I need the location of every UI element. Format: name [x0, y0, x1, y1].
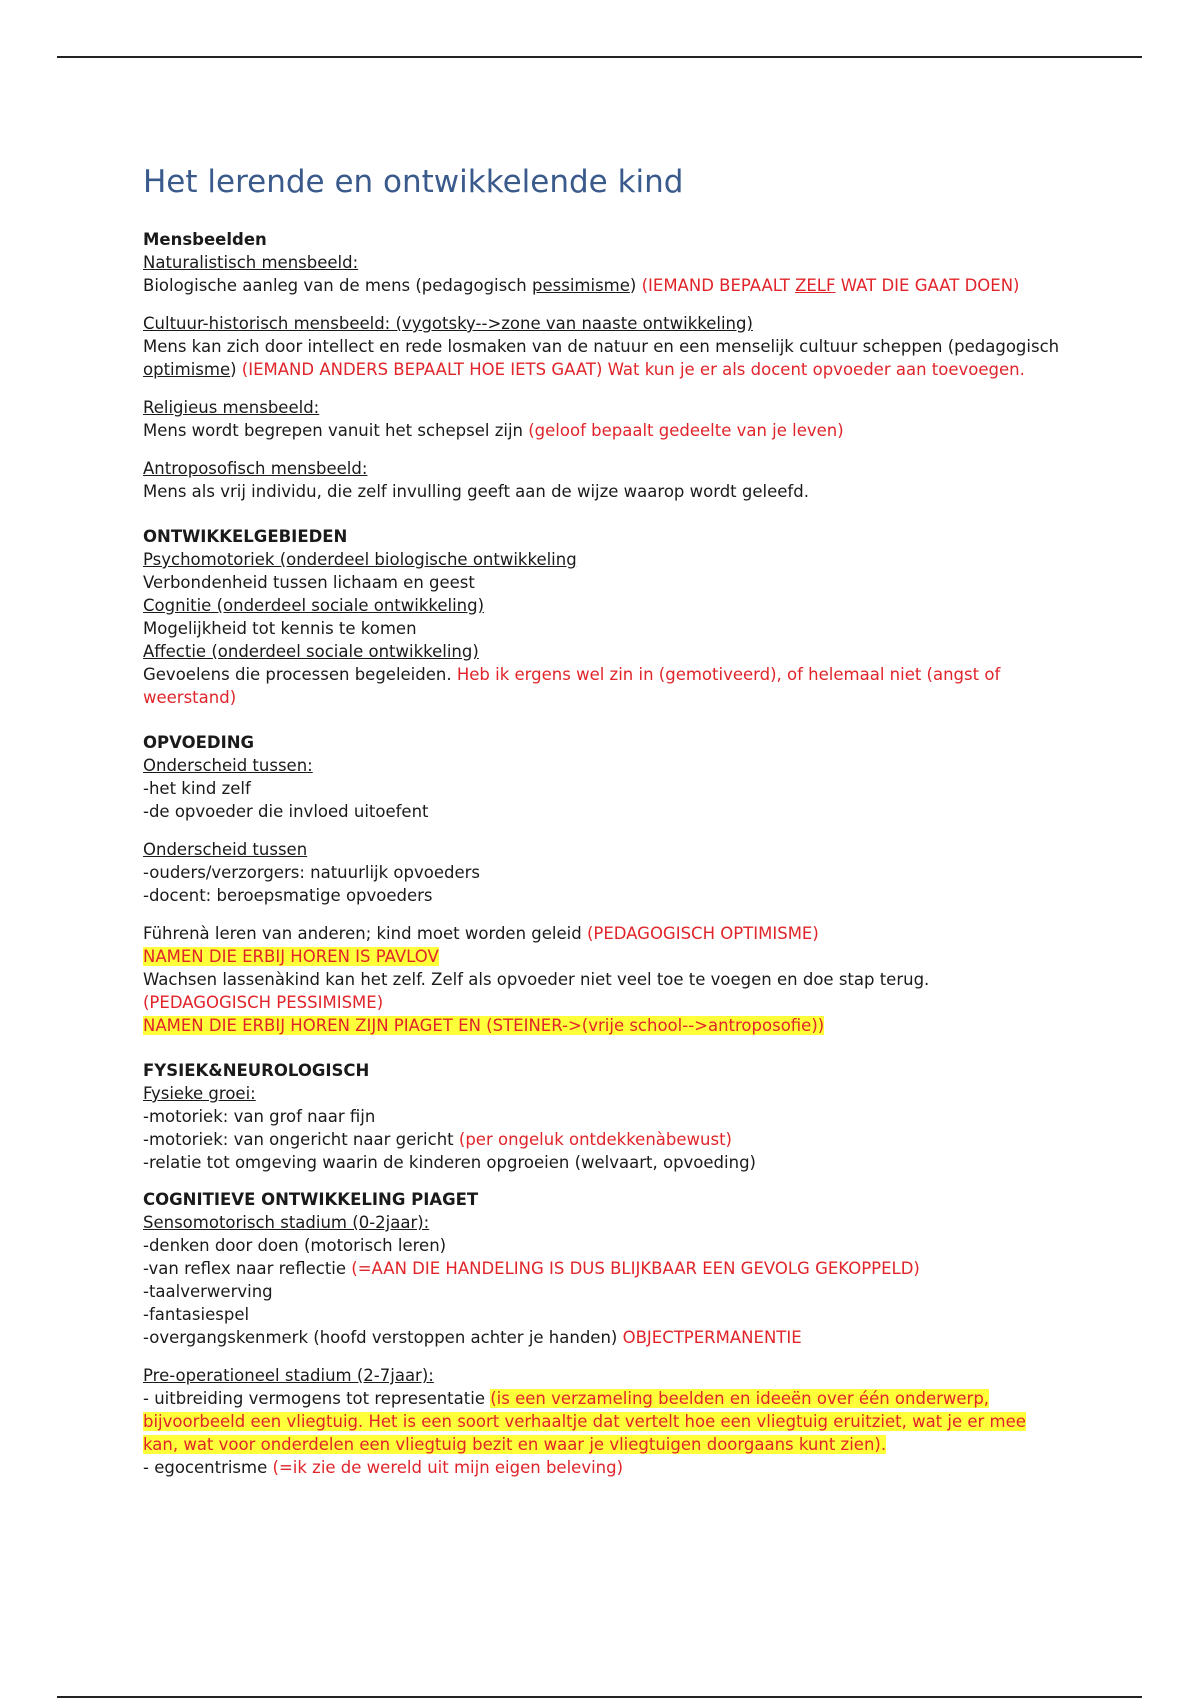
- list-item: -de opvoeder die invloed uitoefent: [143, 802, 429, 821]
- cultuur-text: Mens kan zich door intellect en rede losmaken van de natuur en een menselijk cultuur scheppen (pedagogisch optimisme) (IEMAND ANDERS BEPAALT HOE IETS GAAT) Wat kun je er als docent opvoeder aan toevoegen.: [143, 337, 1060, 379]
- list-item: -docent: beroepsmatige opvoeders: [143, 886, 433, 905]
- fuhren-text: Führenà leren van anderen; kind moet worden geleid (PEDAGOGISCH OPTIMISME): [143, 924, 819, 943]
- list-item: - uitbreiding vermogens tot representatie (is een verzameling beelden en ideeën over één onderwerp, bijvoorbeeld een vliegtuig. Het is een soort verhaaltje dat vertelt hoe een vliegtuig eruitziet, wat je er mee kan, wat voor onderdelen een vliegtuig bezit en waar je vliegtuigen doorgaans kunt zien).: [143, 1389, 1026, 1454]
- psychomotoriek-label: Psychomotoriek (onderdeel biologische ontwikkeling: [143, 550, 577, 569]
- wachsen-text: Wachsen lassenàkind kan het zelf. Zelf als opvoeder niet veel toe te voegen en doe stap terug.: [143, 970, 930, 989]
- fuhren-highlight: NAMEN DIE ERBIJ HOREN IS PAVLOV: [143, 947, 439, 966]
- religieus-label: Religieus mensbeeld:: [143, 398, 320, 417]
- list-item: -taalverwerving: [143, 1282, 273, 1301]
- bottom-rule: [57, 1696, 1142, 1698]
- list-item: -ouders/verzorgers: natuurlijk opvoeders: [143, 863, 481, 882]
- naturalistisch-text: Biologische aanleg van de mens (pedagogisch pessimisme) (IEMAND BEPAALT ZELF WAT DIE GAAT DOEN): [143, 276, 1020, 295]
- religieus-text: Mens wordt begrepen vanuit het schepsel zijn (geloof bepaalt gedeelte van je leven): [143, 421, 844, 440]
- wachsen-highlight: NAMEN DIE ERBIJ HOREN ZIJN PIAGET EN (STEINER->(vrije school-->antroposofie)): [143, 1016, 825, 1035]
- list-item: -relatie tot omgeving waarin de kinderen opgroeien (welvaart, opvoeding): [143, 1153, 756, 1172]
- naturalistisch-label: Naturalistisch mensbeeld:: [143, 253, 359, 272]
- wachsen-red: (PEDAGOGISCH PESSIMISME): [143, 993, 384, 1012]
- affectie-text: Gevoelens die processen begeleiden. Heb ik ergens wel zin in (gemotiveerd), of helemaal niet (angst of weerstand): [143, 665, 1001, 707]
- list-item: -motoriek: van grof naar fijn: [143, 1107, 376, 1126]
- sensomotorisch-label: Sensomotorisch stadium (0-2jaar):: [143, 1213, 430, 1232]
- cultuur-label: Cultuur-historisch mensbeeld: (vygotsky-->zone van naaste ontwikkeling): [143, 314, 753, 333]
- antroposofisch-label: Antroposofisch mensbeeld:: [143, 459, 368, 478]
- psychomotoriek-text: Verbondenheid tussen lichaam en geest: [143, 573, 475, 592]
- preoperationeel-label: Pre-operationeel stadium (2-7jaar):: [143, 1366, 434, 1385]
- section-heading-mensbeelden: Mensbeelden: [143, 230, 267, 249]
- list-item: -van reflex naar reflectie (=AAN DIE HANDELING IS DUS BLIJKBAAR EEN GEVOLG GEKOPPELD): [143, 1259, 920, 1278]
- cognitie-text: Mogelijkheid tot kennis te komen: [143, 619, 417, 638]
- document-title: Het lerende en ontwikkelende kind: [143, 164, 684, 200]
- section-heading-opvoeding: OPVOEDING: [143, 733, 255, 752]
- list-item: -het kind zelf: [143, 779, 251, 798]
- list-item: -overgangskenmerk (hoofd verstoppen achter je handen) OBJECTPERMANENTIE: [143, 1328, 802, 1347]
- list-item: - egocentrisme (=ik zie de wereld uit mijn eigen beleving): [143, 1458, 624, 1477]
- section-heading-piaget: COGNITIEVE ONTWIKKELING PIAGET: [143, 1190, 479, 1209]
- list-item: -motoriek: van ongericht naar gericht (per ongeluk ontdekkenàbewust): [143, 1130, 732, 1149]
- top-rule: [57, 56, 1142, 58]
- document-body: [143, 160, 1063, 1479]
- list-item: -denken door doen (motorisch leren): [143, 1236, 447, 1255]
- cognitie-label: Cognitie (onderdeel sociale ontwikkeling): [143, 596, 485, 615]
- antroposofisch-text: Mens als vrij individu, die zelf invulling geeft aan de wijze waarop wordt geleefd.: [143, 482, 809, 501]
- section-heading-ontwikkelgebieden: ONTWIKKELGEBIEDEN: [143, 527, 348, 546]
- onderscheid-label-1: Onderscheid tussen:: [143, 756, 313, 775]
- list-item: -fantasiespel: [143, 1305, 250, 1324]
- section-heading-fysiek: FYSIEK&NEUROLOGISCH: [143, 1061, 370, 1080]
- onderscheid-label-2: Onderscheid tussen: [143, 840, 308, 859]
- fysieke-groei-label: Fysieke groei:: [143, 1084, 256, 1103]
- affectie-label: Affectie (onderdeel sociale ontwikkeling): [143, 642, 479, 661]
